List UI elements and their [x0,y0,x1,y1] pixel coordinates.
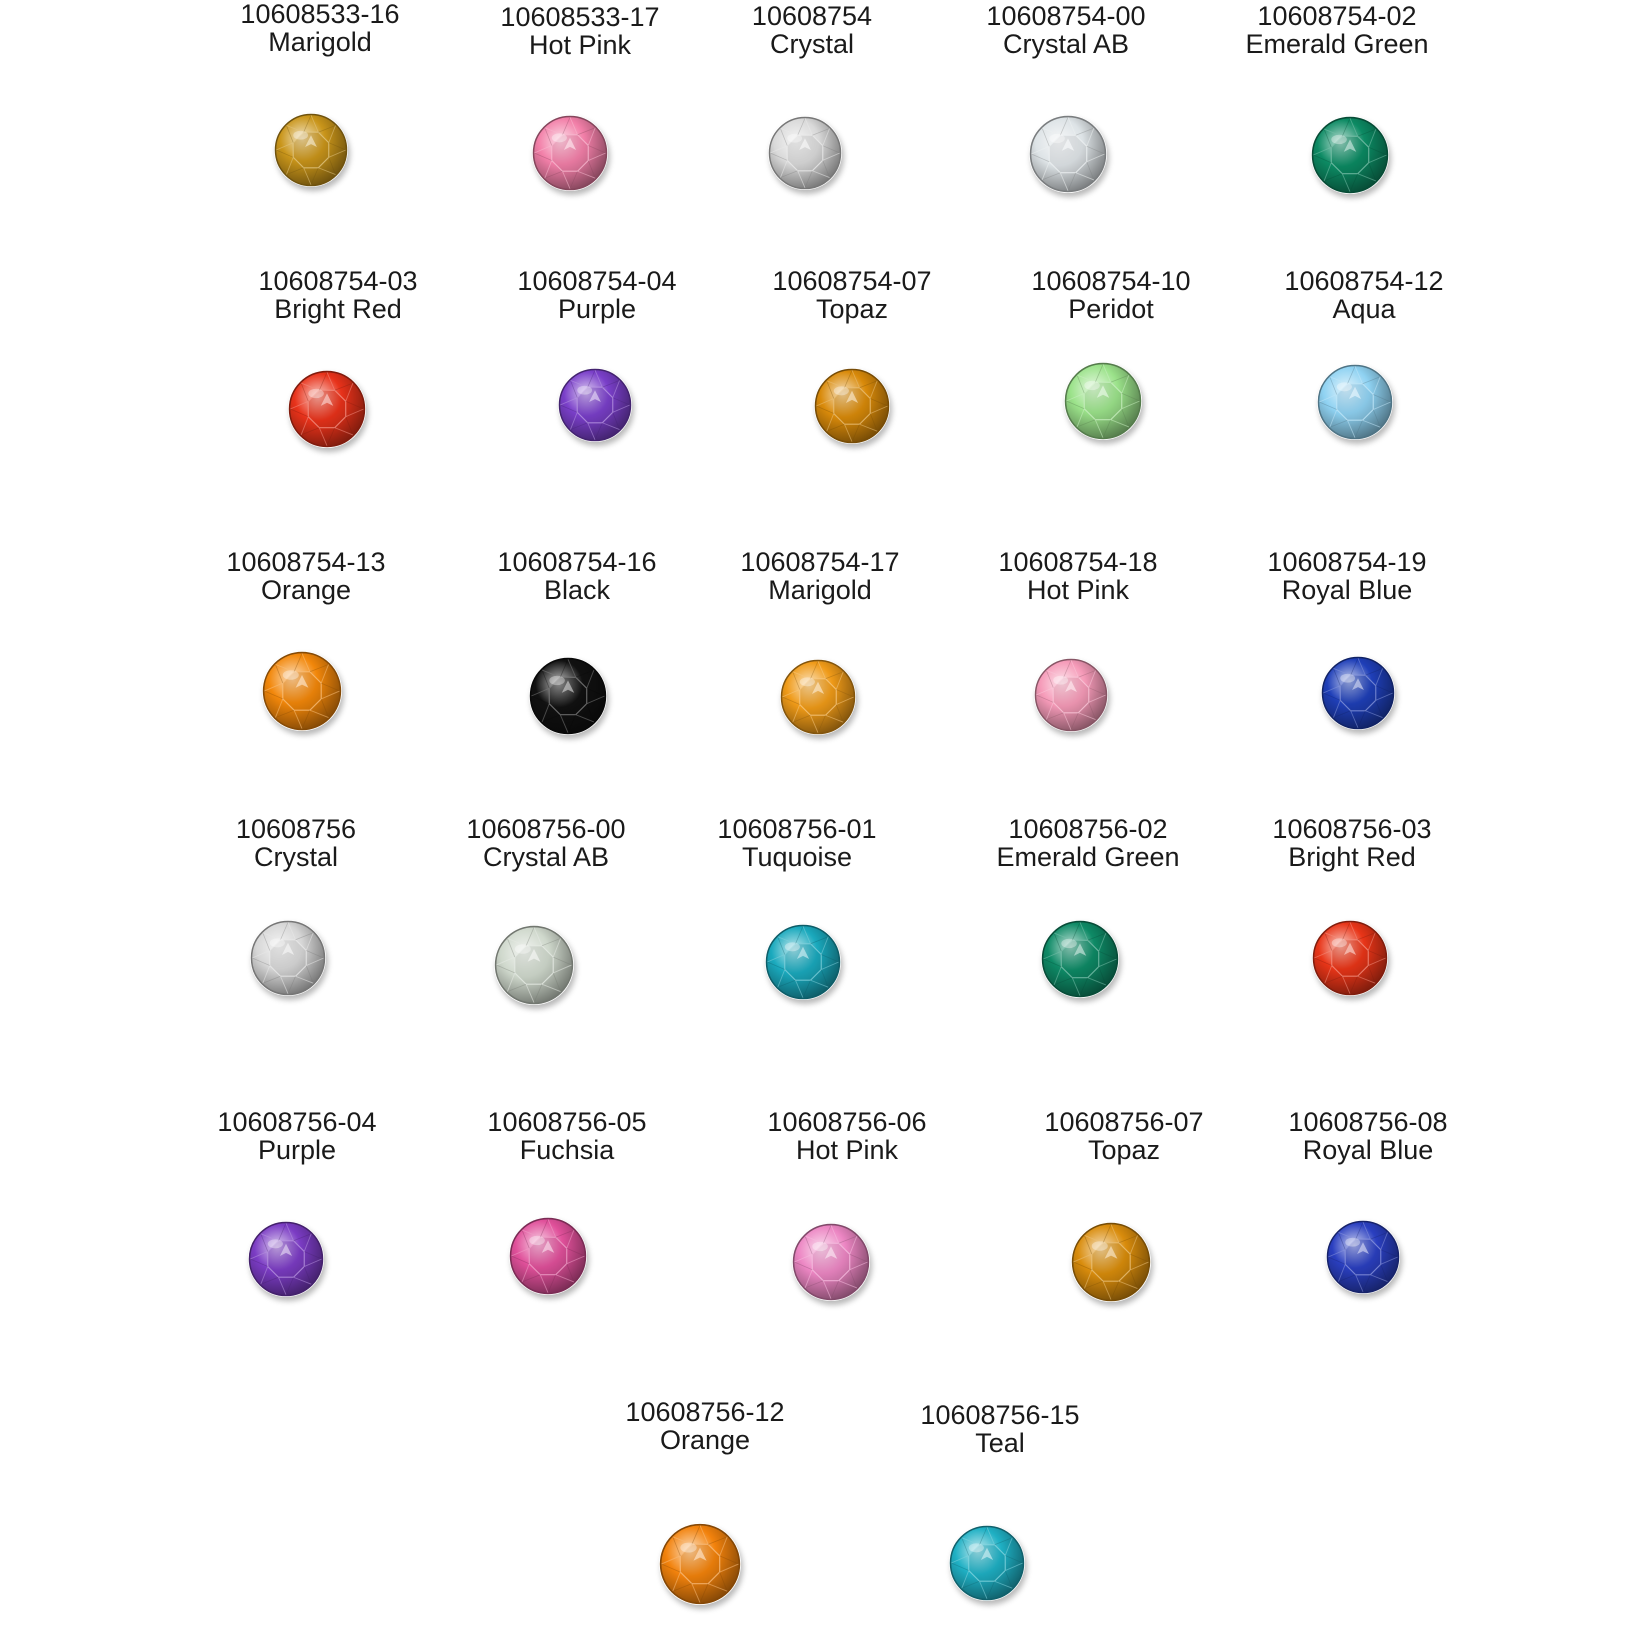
gem-emerald-green-icon [1041,920,1119,998]
swatch-code: 10608756-04 [217,1107,377,1137]
swatch-color-name: Purple [257,1135,337,1165]
swatch-code: 10608754-16 [497,547,657,577]
swatch-color-name: Royal Blue [1302,1135,1434,1165]
swatch-code: 10608756 [235,814,357,844]
swatch-color-name: Marigold [268,27,372,57]
gem-royal-blue-icon [1321,656,1395,730]
swatch-color-name: Black [543,575,611,605]
swatch-label-6 [218,267,458,323]
swatch-code: 10608756-03 [1272,814,1432,844]
gem-topaz-icon [1071,1222,1151,1302]
swatch-color-name: Bright Red [1288,842,1416,872]
swatch-color-name: Emerald Green [1245,29,1429,59]
swatch-label-23 [727,1108,967,1164]
swatch-code: 10608756-01 [717,814,877,844]
gem-peridot-icon [1064,362,1142,440]
swatch-label-25 [1248,1108,1488,1164]
swatch-color-name: Hot Pink [528,30,632,60]
swatch-code: 10608756-05 [487,1107,647,1137]
swatch-color-name: Crystal AB [1002,29,1130,59]
gem-orange-icon [659,1523,741,1605]
swatch-code: 10608754-17 [740,547,900,577]
swatch-code: 10608756-07 [1044,1107,1204,1137]
swatch-code: 10608754 [751,1,873,31]
swatch-code: 10608754-04 [517,266,677,296]
swatch-label-9 [991,267,1231,323]
swatch-label-16 [176,815,416,871]
gem-fuchsia-icon [509,1217,587,1295]
swatch-color-name: Bright Red [274,294,402,324]
swatch-code: 10608756-00 [466,814,626,844]
gem-topaz-icon [814,368,890,444]
gem-crystal-ab-icon [1029,115,1107,193]
gem-marigold-icon [780,659,856,735]
swatch-code: 10608754-07 [772,266,932,296]
swatch-label-4 [946,2,1186,58]
swatch-label-1 [200,0,440,56]
swatch-color-name: Fuchsia [519,1135,615,1165]
swatch-code: 10608754-19 [1267,547,1427,577]
swatch-color-name: Crystal [769,29,854,59]
gem-marigold-icon [274,113,348,187]
swatch-color-name: Orange [260,575,352,605]
swatch-label-22 [447,1108,687,1164]
swatch-color-name: Hot Pink [1026,575,1130,605]
swatch-code: 10608754-13 [226,547,386,577]
gem-black-icon [529,657,607,735]
swatch-code: 10608754-03 [258,266,418,296]
swatch-color-name: Hot Pink [795,1135,899,1165]
swatch-label-18 [677,815,917,871]
swatch-label-12 [457,548,697,604]
swatch-label-7 [477,267,717,323]
gem-crystal-icon [768,116,842,190]
swatch-code: 10608756-08 [1288,1107,1448,1137]
swatch-label-24 [1004,1108,1244,1164]
swatch-color-name: Topaz [815,294,889,324]
swatch-label-20 [1232,815,1472,871]
swatch-label-15 [1227,548,1467,604]
swatch-color-name: Crystal AB [482,842,610,872]
gem-purple-icon [248,1221,324,1297]
gem-aqua-icon [1317,364,1393,440]
gem-hot-pink-icon [532,115,608,191]
swatch-code: 10608754-10 [1031,266,1191,296]
swatch-code: 10608533-16 [240,0,400,29]
gem-crystal-icon [250,920,326,996]
gem-purple-icon [558,368,632,442]
swatch-color-name: Aqua [1332,294,1396,324]
swatch-code: 10608756-12 [625,1397,785,1427]
swatch-color-name: Marigold [768,575,872,605]
swatch-color-name: Tuquoise [741,842,853,872]
swatch-label-2 [460,3,700,59]
swatch-label-21 [177,1108,417,1164]
swatch-code: 10608533-17 [500,2,660,32]
swatch-color-name: Topaz [1087,1135,1161,1165]
swatch-color-name: Emerald Green [996,842,1180,872]
swatch-code: 10608754-18 [998,547,1158,577]
swatch-code: 10608756-02 [1008,814,1168,844]
swatch-color-name: Crystal [253,842,338,872]
swatch-color-name: Royal Blue [1281,575,1413,605]
swatch-label-26 [585,1398,825,1454]
swatch-label-5 [1217,2,1457,58]
swatch-color-name: Orange [659,1425,751,1455]
swatch-code: 10608754-00 [986,1,1146,31]
gem-crystal-ab-icon [494,925,574,1005]
gem-orange-icon [262,651,342,731]
swatch-color-name: Peridot [1068,294,1154,324]
gem-royal-blue-icon [1326,1220,1400,1294]
swatch-label-27 [880,1401,1120,1457]
swatch-color-name: Purple [557,294,637,324]
gem-bright-red-icon [1312,920,1388,996]
gem-tuquoise-icon [765,924,841,1000]
swatch-label-8 [732,267,972,323]
swatch-label-3 [692,2,932,58]
swatch-color-name: Teal [975,1428,1025,1458]
swatch-code: 10608756-15 [920,1400,1080,1430]
swatch-label-10 [1244,267,1484,323]
swatch-code: 10608754-12 [1284,266,1444,296]
gem-hot-pink-icon [1034,658,1108,732]
gem-emerald-green-icon [1311,116,1389,194]
swatch-label-14 [958,548,1198,604]
swatch-label-13 [700,548,940,604]
swatch-label-11 [186,548,426,604]
swatch-label-19 [968,815,1208,871]
gem-teal-icon [949,1525,1025,1601]
swatch-code: 10608754-02 [1257,1,1417,31]
swatch-label-17 [426,815,666,871]
gem-bright-red-icon [288,370,366,448]
swatch-code: 10608756-06 [767,1107,927,1137]
gem-hot-pink-icon [792,1223,870,1301]
